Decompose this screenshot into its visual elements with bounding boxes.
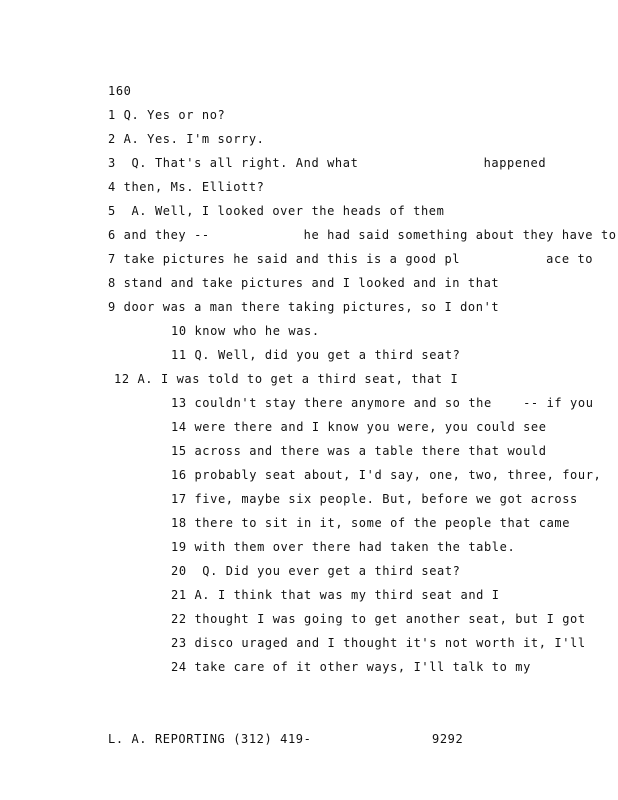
transcript-line-12: 12 A. I was told to get a third seat, that I	[114, 372, 459, 386]
reporter-footer-left: L. A. REPORTING (312) 419-	[108, 732, 312, 746]
transcript-line-13: 13 couldn't stay there anymore and so the -- if you	[171, 396, 594, 410]
transcript-line-14: 14 were there and I know you were, you could see	[171, 420, 547, 434]
transcript-line-21: 21 A. I think that was my third seat and I	[171, 588, 500, 602]
transcript-line-5: 5 A. Well, I looked over the heads of them	[108, 204, 445, 218]
transcript-line-22: 22 thought I was going to get another seat, but I got	[171, 612, 586, 626]
transcript-line-15: 15 across and there was a table there that would	[171, 444, 547, 458]
transcript-line-16: 16 probably seat about, I'd say, one, two, three, four,	[171, 468, 602, 482]
transcript-line-24: 24 take care of it other ways, I'll talk to my	[171, 660, 531, 674]
transcript-line-2: 2 A. Yes. I'm sorry.	[108, 132, 265, 146]
transcript-line-10: 10 know who he was.	[171, 324, 320, 338]
transcript-line-9: 9 door was a man there taking pictures, so I don't	[108, 300, 500, 314]
transcript-line-17: 17 five, maybe six people. But, before we got across	[171, 492, 578, 506]
transcript-line-18: 18 there to sit in it, some of the people that came	[171, 516, 571, 530]
transcript-line-8: 8 stand and take pictures and I looked and in that	[108, 276, 500, 290]
reporter-footer-right: 9292	[432, 732, 464, 746]
transcript-line-19: 19 with them over there had taken the table.	[171, 540, 516, 554]
page-number: 160	[108, 84, 132, 98]
transcript-line-4: 4 then, Ms. Elliott?	[108, 180, 265, 194]
transcript-line-1: 1 Q. Yes or no?	[108, 108, 226, 122]
transcript-line-7: 7 take pictures he said and this is a good pl ace to	[108, 252, 594, 266]
transcript-line-20: 20 Q. Did you ever get a third seat?	[171, 564, 461, 578]
transcript-line-11: 11 Q. Well, did you get a third seat?	[171, 348, 461, 362]
transcript-line-6: 6 and they -- he had said something about they have to	[108, 228, 617, 242]
transcript-line-3: 3 Q. That's all right. And what happened	[108, 156, 547, 170]
transcript-line-23: 23 disco uraged and I thought it's not worth it, I'll	[171, 636, 586, 650]
